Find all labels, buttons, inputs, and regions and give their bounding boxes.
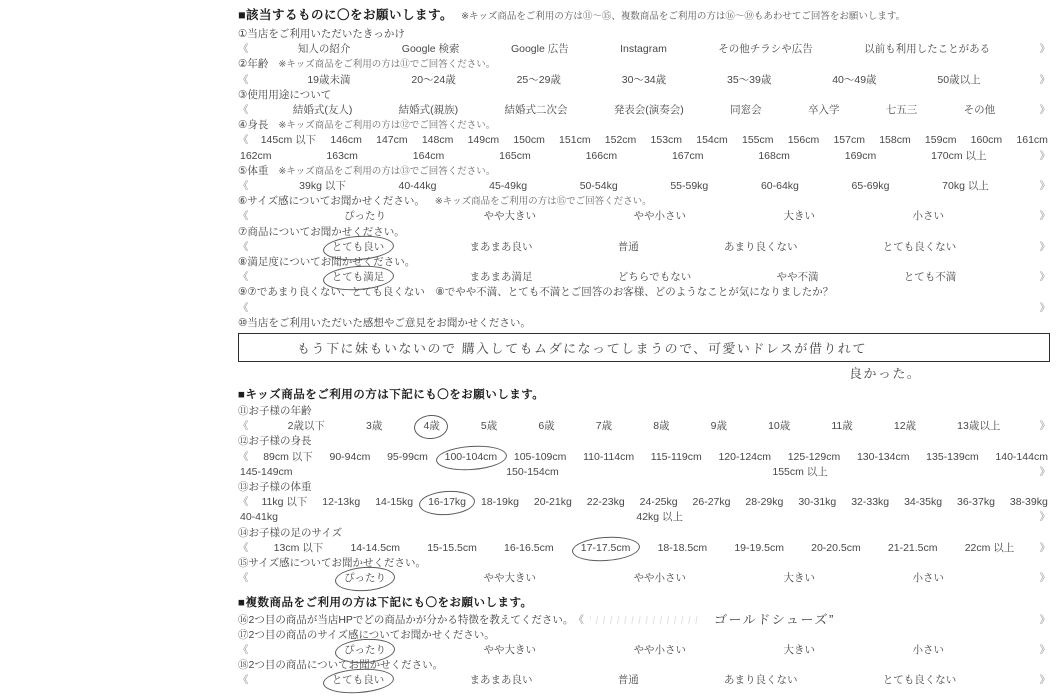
option-item: 155cm 以上 (772, 465, 828, 478)
option-item: 146cm (330, 134, 362, 147)
question-inline-row (238, 612, 1050, 628)
option-item: 大きい (783, 643, 815, 656)
open-bracket: 《 (573, 613, 584, 626)
question-note: ※キッズ商品をご利用の方は⑬でご回答ください。 (278, 165, 496, 177)
option-item: 140-144cm (995, 450, 1048, 463)
option-item: 普通 (617, 240, 639, 253)
option-item: 149cm (467, 134, 500, 147)
options-row (238, 270, 1050, 285)
handwritten-comment-overflow: 良かった。 (849, 366, 923, 382)
options-row (238, 541, 1050, 556)
option-item: あまり良くない (724, 674, 798, 687)
option-item: 21-21.5cm (887, 541, 938, 554)
option-item: 95-99cm (387, 450, 428, 463)
option-item: 36-37kg (956, 496, 995, 509)
open-bracket: 《 (238, 450, 249, 463)
option-item: 38-39kg (1009, 496, 1048, 509)
option-item: とても良くない (882, 674, 957, 687)
question-note: ※キッズ商品をご利用の方は⑪でご回答ください。 (278, 59, 496, 71)
free-response-row (238, 301, 1050, 316)
option-item: 165cm (499, 149, 531, 162)
comment-box (238, 333, 1050, 362)
option-item: 120-124cm (718, 450, 771, 463)
option-item-circled: 16-17kg (426, 495, 468, 510)
question-label-row (238, 118, 1050, 133)
option-item: 大きい (783, 572, 815, 585)
option-item: まあまあ良い (469, 674, 533, 687)
question-label-row (238, 404, 1050, 419)
option-item: 16-16.5cm (504, 541, 554, 554)
option-item: 結婚式(親族) (398, 104, 459, 117)
option-item-circled: 4歳 (421, 419, 441, 434)
form-title-note: ※キッズ商品をご利用の方は⑪〜⑮、複数商品をご利用の方は⑯〜⑲もあわせてご回答をお願いします。 (461, 11, 906, 22)
option-item: 7歳 (595, 420, 613, 433)
option-item-circled: ぴったり (342, 643, 388, 658)
question-label: ⑨⑦であまり良くない、とても良くない ⑧でやや不満、とても不満とご回答のお客様、どのようなことが気になりましたか？ (238, 286, 834, 299)
question-label: ⑮サイズ感についてお聞かせください。 (238, 557, 426, 570)
question-label-row (238, 255, 1050, 270)
option-item: 25〜29歳 (516, 73, 561, 86)
open-bracket: 《 (238, 73, 249, 86)
option-item: 150cm (513, 134, 545, 147)
options-row (238, 571, 1050, 586)
question-label: ②年齢 (238, 58, 269, 71)
option-item: 105-109cm (513, 450, 567, 463)
close-bracket: 》 (1039, 420, 1050, 433)
option-item: 35〜39歳 (726, 73, 772, 86)
option-item: 115-119cm (650, 450, 702, 463)
option-item: 147cm (376, 134, 408, 147)
option-item: まあまあ良い (469, 240, 533, 253)
open-bracket: 《 (238, 572, 249, 585)
options-row (238, 643, 1050, 658)
question-label-row (238, 628, 1050, 643)
option-item: 157cm (833, 134, 865, 147)
form-header (238, 5, 1050, 24)
option-item: 30-31kg (798, 496, 837, 509)
option-item: 大きい (783, 210, 815, 223)
option-item-circled: 17-17.5cm (579, 541, 633, 556)
option-item: 160cm (970, 134, 1003, 147)
open-bracket: 《 (238, 240, 249, 253)
option-item: 50歳以上 (937, 73, 981, 86)
option-item: 170cm 以上 (931, 149, 987, 162)
option-item: 145cm 以下 (260, 134, 317, 147)
option-item: 15-15.5cm (427, 541, 477, 554)
option-item: 6歳 (538, 420, 555, 433)
option-item: 60-64kg (760, 180, 799, 193)
option-item: 155cm (741, 134, 774, 147)
option-item: 135-139cm (926, 450, 979, 463)
option-item: 32-33kg (851, 496, 890, 509)
option-item: 40〜49歳 (832, 73, 877, 86)
option-item: 55-59kg (670, 180, 709, 193)
question-label-row (238, 164, 1050, 179)
close-bracket: 》 (1039, 149, 1050, 162)
option-item: 以前も利用したことがある (864, 43, 991, 56)
question-label: ⑭お子様の足のサイズ (238, 526, 343, 539)
open-bracket: 《 (238, 420, 249, 433)
question-label-row (238, 434, 1050, 449)
option-item: 125-129cm (787, 450, 841, 463)
option-item: 19歳未満 (307, 73, 351, 86)
question-note: ※キッズ商品をご利用の方は⑫でご回答ください。 (278, 120, 496, 132)
option-item: 2歳以下 (287, 420, 325, 433)
option-item: 28-29kg (745, 496, 784, 509)
option-item: 小さい (912, 210, 944, 223)
question-label-row (238, 316, 1050, 331)
option-item: 65-69kg (851, 180, 890, 193)
question-label-row (238, 526, 1050, 541)
option-item: 11kg 以下 (261, 496, 308, 509)
open-bracket: 《 (238, 674, 249, 687)
option-item: 結婚式二次会 (504, 104, 568, 117)
option-item-circled: とても良い (330, 673, 387, 688)
option-item: やや小さい (633, 643, 686, 656)
close-bracket: 》 (1039, 104, 1050, 117)
question-section (238, 386, 1050, 586)
form-content (238, 5, 1050, 689)
option-item: その他チラシや広告 (718, 43, 813, 56)
option-item: 11歳 (831, 420, 853, 433)
open-bracket: 《 (238, 180, 249, 193)
option-item: 小さい (912, 572, 944, 585)
option-item: 卒入学 (807, 104, 840, 117)
option-item: 30〜34歳 (621, 73, 667, 86)
option-item: 148cm (421, 134, 454, 147)
option-item: 164cm (412, 149, 445, 162)
question-label: ⑩当店をご利用いただいた感想やご意見をお聞かせください。 (238, 316, 531, 329)
question-label-row (238, 658, 1050, 673)
option-item: 152cm (604, 134, 637, 147)
option-item: 13歳以上 (957, 420, 1001, 433)
option-item: 90-94cm (329, 450, 371, 463)
option-item: 162cm (240, 149, 272, 162)
options-row (238, 133, 1050, 163)
close-bracket: 》 (1039, 301, 1050, 314)
close-bracket: 》 (1039, 43, 1050, 56)
close-bracket: 》 (1039, 511, 1050, 524)
option-item: 小さい (912, 643, 944, 656)
option-item: 18-18.5cm (657, 541, 708, 554)
option-item: 70kg 以上 (942, 180, 989, 193)
question-section (238, 594, 1050, 689)
close-bracket: 》 (1039, 210, 1050, 223)
close-bracket: 》 (1039, 271, 1050, 284)
options-row (238, 450, 1050, 480)
question-label: ⑱2つ目の商品についてお聞かせください。 (238, 658, 444, 671)
option-item: 20-21kg (533, 496, 572, 509)
option-item: やや不満 (776, 271, 819, 284)
option-item: やや小さい (633, 210, 686, 223)
option-item: Instagram (620, 43, 667, 56)
options-row (238, 240, 1050, 255)
question-label-row (238, 88, 1050, 103)
option-item: 161cm (1016, 134, 1048, 147)
option-item: 同窓会 (730, 104, 762, 117)
option-item: 166cm (585, 149, 618, 162)
question-label: ⑬お子様の体重 (238, 481, 312, 494)
question-label: ⑤体重 (238, 164, 269, 177)
close-bracket: 》 (1039, 674, 1050, 687)
question-label: ④身長 (238, 119, 269, 132)
option-item: 45-49kg (489, 180, 528, 193)
option-item-circled: とても良い (330, 240, 387, 255)
option-item: やや小さい (633, 572, 686, 585)
option-item: 14-14.5cm (350, 541, 401, 554)
option-item: 159cm (924, 134, 957, 147)
option-item: とても不満 (903, 271, 957, 284)
question-label: ⑰2つ目の商品のサイズ感についてお聞かせください。 (238, 628, 495, 641)
close-bracket: 》 (1039, 180, 1050, 193)
open-bracket: 《 (238, 43, 249, 56)
question-label: ③使用用途について (238, 88, 332, 101)
form-title: ■該当するものに〇をお願いします。 (238, 8, 454, 22)
close-bracket: 》 (1039, 613, 1050, 626)
option-item: 18-19kg (480, 496, 519, 509)
options-row (238, 495, 1050, 525)
close-bracket: 》 (1039, 541, 1050, 554)
option-item: 3歳 (366, 420, 383, 433)
close-bracket: 》 (1039, 240, 1050, 253)
option-item: やや大きい (483, 210, 536, 223)
section-heading: ■キッズ商品をご利用の方は下記にも〇をお願いします。 (238, 389, 545, 402)
question-label: ⑪お子様の年齢 (238, 405, 312, 418)
question-label: ⑧満足度についてお聞かせください。 (238, 256, 416, 269)
option-item: 22cm 以上 (964, 541, 1015, 554)
question-label-row (238, 57, 1050, 72)
option-item: 39kg 以下 (299, 180, 346, 193)
option-item: 七五三 (885, 104, 918, 117)
option-item: 40-44kg (398, 180, 437, 193)
option-item: 結婚式(友人) (292, 104, 353, 117)
option-item: 154cm (696, 134, 728, 147)
question-label: ⑯2つ目の商品が当店HPでどの商品かが分かる特徴を教えてください。 (238, 613, 574, 626)
option-item: 22-23kg (586, 496, 625, 509)
option-item: 知人の紹介 (297, 43, 351, 56)
option-item: 12-13kg (322, 496, 361, 509)
options-row (238, 103, 1050, 118)
option-item: その他 (963, 104, 996, 117)
options-row (238, 179, 1050, 194)
option-item: 20-20.5cm (811, 541, 861, 554)
option-item: 14-15kg (375, 496, 414, 509)
question-label: ⑦商品についてお聞かせください。 (238, 225, 405, 238)
option-item: 153cm (650, 134, 683, 147)
open-bracket: 《 (238, 301, 249, 314)
close-bracket: 》 (1039, 572, 1050, 585)
option-item: 156cm (787, 134, 820, 147)
close-bracket: 》 (1039, 465, 1050, 478)
option-item: 40-41kg (240, 511, 278, 524)
question-label-row (238, 225, 1050, 240)
option-item-circled: とても満足 (330, 270, 387, 285)
open-bracket: 《 (238, 271, 249, 284)
options-row (238, 73, 1050, 88)
options-row (238, 42, 1050, 57)
question-label: ⑥サイズ感についてお聞かせください。 (238, 195, 425, 208)
option-item: 158cm (879, 134, 911, 147)
option-item: Google 広告 (510, 43, 569, 56)
option-item: 50-54kg (579, 180, 618, 193)
option-item: 110-114cm (583, 450, 635, 463)
option-item: ぴったり (344, 210, 386, 223)
handwritten-answer: ゴールドシューズ” (713, 611, 836, 627)
option-item: 24-25kg (639, 496, 678, 509)
option-item-circled: 100-104cm (443, 450, 500, 465)
comment-overflow-row (238, 363, 1050, 382)
option-item: あまり良くない (724, 240, 798, 253)
handwritten-comment: もう下に妹もいないので 購入してもムダになってしまうので、可愛いドレスが借りれて (296, 341, 868, 357)
option-item: 26-27kg (692, 496, 731, 509)
question-label-row (238, 556, 1050, 571)
option-item: 19-19.5cm (734, 541, 784, 554)
question-sections (238, 27, 1050, 688)
option-item: 34-35kg (904, 496, 943, 509)
option-item-circled: ぴったり (342, 571, 388, 586)
options-row (238, 209, 1050, 224)
option-item: 169cm (844, 149, 877, 162)
option-item: 145-149cm (240, 465, 293, 478)
question-label-row (238, 480, 1050, 495)
faint-illegible-text (590, 616, 700, 624)
open-bracket: 《 (238, 643, 249, 656)
question-label: ①当店をご利用いただいたきっかけ (238, 28, 405, 40)
question-note: ※キッズ商品をご利用の方は⑮でご回答ください。 (434, 196, 652, 208)
option-item: 167cm (671, 149, 704, 162)
question-label-row (238, 285, 1050, 300)
option-item: 普通 (617, 674, 639, 687)
option-item: 12歳 (893, 420, 917, 433)
option-item: 130-134cm (856, 450, 910, 463)
options-row (238, 419, 1050, 434)
option-item: 5歳 (480, 420, 498, 433)
open-bracket: 《 (238, 541, 249, 554)
open-bracket: 《 (238, 104, 249, 117)
option-item: 151cm (559, 134, 591, 147)
question-section (238, 27, 1050, 382)
option-item: 20〜24歳 (411, 73, 456, 86)
option-item: 10歳 (768, 420, 791, 433)
option-item: 8歳 (653, 420, 670, 433)
option-item: とても良くない (882, 240, 957, 253)
option-item: やや大きい (483, 572, 536, 585)
option-item: 89cm 以下 (263, 450, 313, 463)
question-label: ⑫お子様の身長 (238, 435, 312, 448)
option-item: どちらでもない (617, 271, 692, 284)
option-item: 発表会(演奏会) (613, 104, 684, 117)
open-bracket: 《 (238, 210, 249, 223)
option-item: Google 検索 (401, 43, 460, 56)
option-item: 163cm (326, 149, 358, 162)
open-bracket: 《 (238, 134, 249, 147)
option-item: 150-154cm (506, 465, 559, 478)
question-label-row (238, 194, 1050, 209)
options-row (238, 673, 1050, 688)
section-heading: ■複数商品をご利用の方は下記にも〇をお願いします。 (238, 596, 533, 609)
option-item: 168cm (758, 149, 790, 162)
question-label-row (238, 27, 1050, 42)
close-bracket: 》 (1039, 643, 1050, 656)
option-item: 42kg 以上 (636, 511, 684, 524)
option-item: 9歳 (710, 420, 727, 433)
option-item: 13cm 以下 (273, 541, 324, 554)
option-item: やや大きい (483, 643, 536, 656)
close-bracket: 》 (1039, 73, 1050, 86)
open-bracket: 《 (238, 496, 249, 509)
option-item: まあまあ満足 (469, 271, 533, 284)
